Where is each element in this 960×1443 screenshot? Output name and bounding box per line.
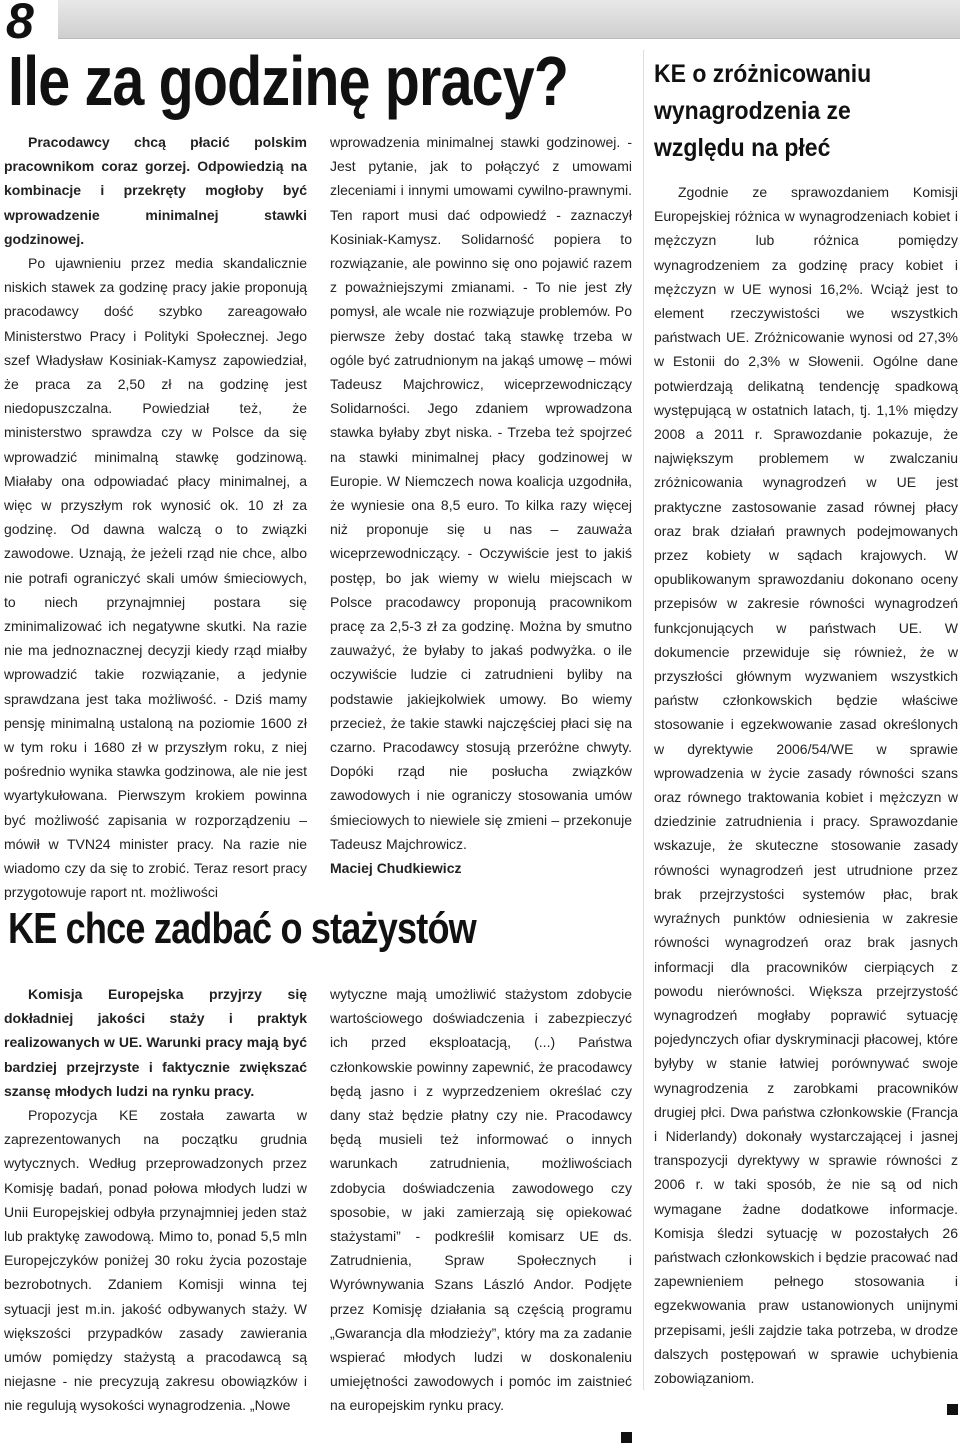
article-2-title: KE chce zadbać o stażystów: [8, 904, 476, 953]
end-mark: [621, 1432, 632, 1443]
article-body-continued: wprowadzenia minimalnej stawki godzinowej. - Jest pytanie, jak to połączyć z umowami zleceniami i innymi umowami cywilno-prawnymi. Ten raport musi dać odpowiedź - zaznaczył Kosiniak-Kamysz. Solidarność popiera to rozwiązanie, ale powinno się ono pojawić razem z poważniejszymi zmianami. - To nie jest zły pomysł, ale wcale nie rozwiązuje problemów. Po pierwsze żeby dostać taką stawkę trzeba w ogóle być zatrudnionym na jakąś umowę – mówi Tadeusz Majchrowicz, wiceprzewodniczący Solidarności. Jego zdaniem wprowadzona stawka byłaby zbyt niska. - Trzeba też spojrzeć na stawki minimalnej płacy godzinowej w Europie. W Niemczech nowa koalicja uzgodniła, że wyniesie ona 8,5 euro. To kilka razy więcej niż proponuje się u nas – zauważa wiceprzewodniczący. - Oczywiście jest to jakiś postęp, bo jak wiemy w wielu miejscach w Polsce pracodawcy proponują pracownikom pracę za 2,5-3 zł za godzinę. Można by smutno zauważyć, że byłaby to jakaś podwyżka. o ile oczywiście ludzie ci zatrudnieni byliby na podstawie jakiejkolwiek umowy. Bo wiemy przecież, że takie stawki najczęściej płaci się na czarno. Pracodawcy stosują przeróżne chwyty. Dopóki rząd nie posłucha związków zawodowych i nie ograniczy stosowania umów śmieciowych to niewiele się zmieni – przekonuje Tadeusz Majchrowicz.: [330, 134, 632, 852]
sidebar-body: Zgodnie ze sprawozdaniem Komisji Europejskiej różnica w wynagrodzeniach kobiet i mężczyzn lub różnica pomiędzy wynagrodzeniem za godzinę pracy kobiet i mężczyzn w UE wynosi 16,2%. Wciąż jest to element rzeczywistości we wszystkich państwach UE. Zróżnicowanie wynosi od 27,3% w Estonii do 2,3% w Słowenii. Ogólne dane potwierdzają delikatną tendencję spadkową występującą w ostatnich latach, tj. 1,1% między 2008 a 2011 r. Sprawozdanie pokazuje, że największym problemem w zwalczaniu zróżnicowania wynagrodzeń w UE jest praktyczne zastosowanie zasad równej płacy oraz brak działań prawnych podejmowanych przez kobiety w sądach krajowych. W opublikowanym sprawozdaniu dokonano oceny przepisów w zakresie równości wynagrodzeń funkcjonujących w państwach UE. W dokumencie przewiduje się również, że w przyszłości głównym wyzwaniem wszystkich państw członkowskich będzie właściwe stosowanie i egzekwowanie zasad określonych w dyrektywie 2006/54/WE w sprawie wprowadzenia w życie zasady równości szans oraz równego traktowania kobiet i mężczyzn w dziedzinie zatrudnienia i pracy. Sprawozdanie wskazuje, że skuteczne stosowanie zasady równości wynagrodzeń jest utrudnione przez brak przejrzystości systemów płac, brak wyraźnych punktów odniesienia w zakresie równości wynagrodzeń oraz brak jasnych informacji dla pracowników cierpiących z powodu nierówności. Większa przejrzystość wynagrodzeń mogłaby poprawić sytuację pojedynczych ofiar dyskryminacji płacowej, które byłyby w stanie łatwiej porównywać swoje wynagrodzenia z zarobkami pracowników drugiej płci. Dwa państwa członkowskie (Francja i Niderlandy) dokonały wystarczającej i jasnej transpozycji dyrektywy w sprawie równości z 2006 r. w taki sposób, że nie są od nich wymagane żadne dodatkowe informacje. Komisja śledzi sytuację w pozostałych 26 państwach członkowskich i będzie pracować nad zapewnieniem pełnego stosowania i egzekwowania praw ustanowionych unijnymi przepisami, jeśli zajdzie taka potrzeba, w drodze dalszych postępowań w sprawie uchybienia zobowiązaniom.: [654, 184, 958, 1386]
article-2-column-1: [4, 982, 307, 1418]
article-lead: Pracodawcy chcą płacić polskim pracownikom coraz gorzej. Odpowiedzią na kombinacje i przekręty mogłoby być wprowadzenie minimalnej stawki godzinowej.: [4, 134, 307, 247]
column-divider: [643, 50, 644, 1390]
article-2-lead: Komisja Europejska przyjrzy się dokładniej jakości staży i praktyk realizowanych w UE. Warunki pracy mają być bardziej przejrzyste i faktycznie zwiększać szansę młodych ludzi na rynku pracy.: [4, 986, 307, 1099]
article-column-1: [4, 130, 307, 905]
page-number: 8: [6, 0, 34, 49]
page-header-bar: [58, 0, 960, 39]
article-2-body-continued: wytyczne mają umożliwić stażystom zdobycie wartościowego doświadczenia i zabezpieczyć ich przed eksploatacją, (...) Państwa członkowskie powinny zapewnić, że pracodawcy będą jasno i z wyprzedzeniem określać czy dany staż będzie płatny czy nie. Pracodawcy będą musieli też informować o innych warunkach zatrudnienia, możliwościach zdobycia doświadczenia zawodowego czy sposobie, w jaki zamierzają się opiekować stażystami” - podkreślił komisarz UE ds. Zatrudnienia, Spraw Społecznych i Wyrównywania Szans László Andor. Podjęte przez Komisję działania są częścią programu „Gwarancja dla młodzieży”, który ma za zadanie wspierać młodych ludzi w doskonaleniu umiejętności zawodowych i pomóc im zaistnieć na europejskim rynku pracy.: [330, 986, 632, 1414]
sidebar-title: KE o zróżnicowaniu wynagrodzenia ze względu na płeć: [654, 60, 872, 162]
sidebar-end-mark: [947, 1404, 958, 1415]
article-column-2: [330, 130, 632, 880]
article-2-body: Propozycja KE została zawarta w zaprezentowanych na początku grudnia wytycznych. Według przeprowadzonych przez Komisję badań, ponad połowa młodych ludzi w Unii Europejskiej odbyła przynajmniej jeden staż lub praktykę zawodową. Mimo to, ponad 5,5 mln Europejczyków poniżej 30 roku życia pozostaje bezrobotnych. Zdaniem Komisji winna tej sytuacji jest m.in. jakość odbywanych staży. W większości przypadków zasady zawierania umów pomiędzy stażystą a pracodawcą są niejasne - nie precyzują zakresu obowiązków i nie regulują wysokości wynagrodzenia. „Nowe: [4, 1107, 307, 1414]
article-2-column-2: [330, 982, 632, 1443]
article-body: Po ujawnieniu przez media skandalicznie niskich stawek za godzinę pracy jakie proponują pracodawcy dość szybko zareagowało Ministerstwo Pracy i Polityki Społecznej. Jego szef Władysław Kosiniak-Kamysz zapowiedział, że praca za 2,50 zł na godzinę jest niedopuszczalna. Powiedział też, że ministerstwo sprawdza czy w Polsce da się wprowadzić minimalną stawkę godzinową. Miałaby ona odpowiadać płacy minimalnej, a więc w przyszłym rok wynosić ok. 10 zł za godzinę. Od dawna walczą o to związki zawodowe. Uznają, że jeżeli rząd nie chce, albo nie potrafi ograniczyć skali umów śmieciowych, to niech przynajmniej postara się zminimalizować ich negatywne skutki. Na razie nie ma jednoznacznej decyzji kiedy rząd miałby wprowadzić takie rozwiązanie, a jedynie sprawdzana jest taka możliwość. - Dziś mamy pensję minimalną ustaloną na poziomie 1600 zł w tym roku i 1680 zł w przyszłym roku, z niej pośrednio wynika stawka godzinowa, ale nie jest wyartykułowana. Pierwszym krokiem powinna być możliwość zapisania w rozporządzeniu – mówił w TVN24 minister pracy. Na razie nie wiadomo czy da się to zrobić. Teraz resort pracy przygotowuje raport nt. możliwości: [4, 255, 307, 901]
article-title: Ile za godzinę pracy?: [8, 42, 569, 120]
article-author: Maciej Chudkiewicz: [330, 860, 462, 877]
sidebar-column: [654, 180, 958, 1415]
